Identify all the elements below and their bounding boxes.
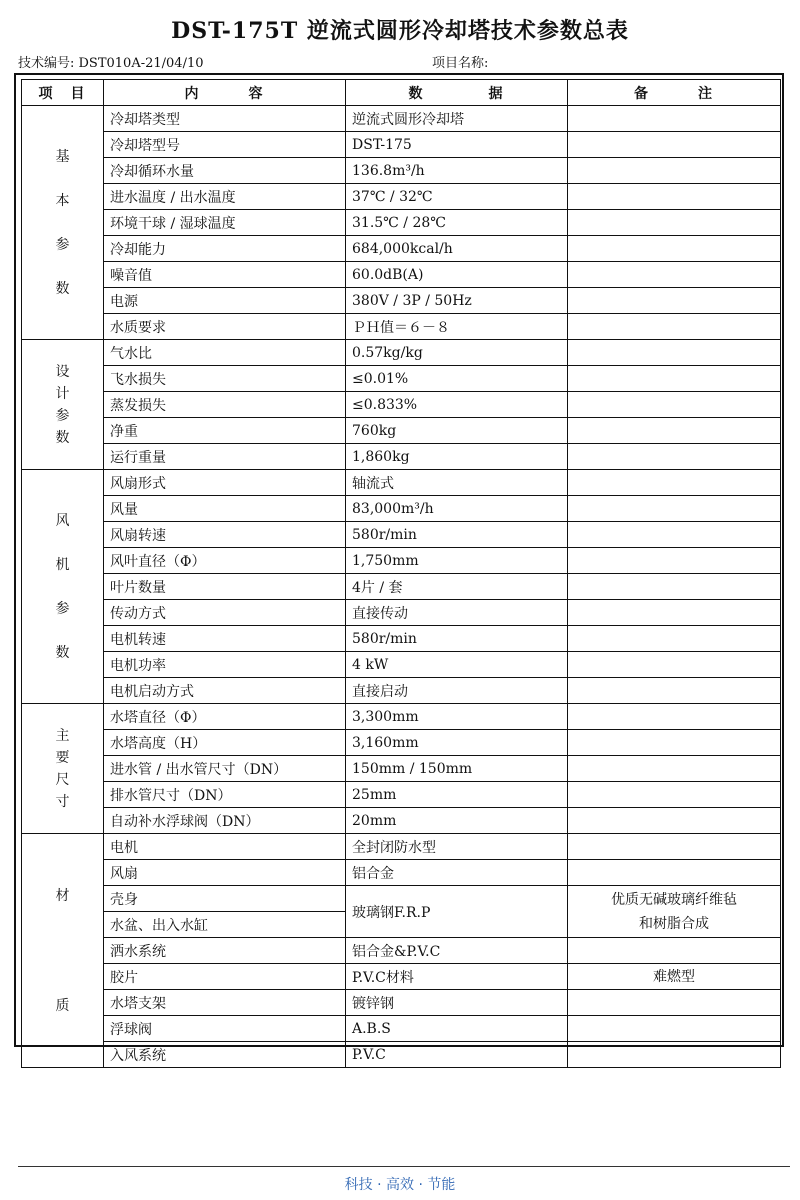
row-item: 冷却能力 xyxy=(104,236,346,262)
row-note xyxy=(568,1016,781,1042)
row-note xyxy=(568,184,781,210)
table-row xyxy=(22,834,781,860)
row-item: 冷却循环水量 xyxy=(104,158,346,184)
group-basic-params: 基 本 参 数 xyxy=(22,106,104,340)
row-value: 380V / 3P / 50Hz xyxy=(346,288,568,314)
row-value: P.V.C xyxy=(346,1042,568,1068)
table-row xyxy=(22,314,781,340)
row-note xyxy=(568,1042,781,1068)
row-item: 电机 xyxy=(104,834,346,860)
row-value: 580r/min xyxy=(346,626,568,652)
project-name-label: 项目名称: xyxy=(432,56,489,71)
row-value: 760kg xyxy=(346,418,568,444)
row-value: 20mm xyxy=(346,808,568,834)
row-value: ＰＨ值＝６－８ xyxy=(346,314,568,340)
row-value: P.V.C材料 xyxy=(346,964,568,990)
row-note xyxy=(568,808,781,834)
row-note xyxy=(568,210,781,236)
row-note xyxy=(568,990,781,1016)
document-title: DST-175T 逆流式圆形冷却塔技术参数总表 xyxy=(171,18,629,44)
row-note xyxy=(568,782,781,808)
row-value: 铝合金 xyxy=(346,860,568,886)
row-note xyxy=(568,340,781,366)
row-note xyxy=(568,834,781,860)
row-value: 4片 / 套 xyxy=(346,574,568,600)
group-design-params: 设 计 参 数 xyxy=(22,340,104,470)
row-note xyxy=(568,730,781,756)
table-row xyxy=(22,678,781,704)
table-row xyxy=(22,548,781,574)
row-value: 31.5℃ / 28℃ xyxy=(346,210,568,236)
row-value: 60.0dB(A) xyxy=(346,262,568,288)
table-row xyxy=(22,938,781,964)
row-value: 玻璃钢F.R.P xyxy=(346,886,568,938)
row-note xyxy=(568,470,781,496)
row-value: ≤0.833% xyxy=(346,392,568,418)
header-item: 项 目 xyxy=(22,80,104,106)
row-item: 噪音值 xyxy=(104,262,346,288)
table-row xyxy=(22,626,781,652)
row-item: 水塔高度（H） xyxy=(104,730,346,756)
table-row xyxy=(22,262,781,288)
row-value: 25mm xyxy=(346,782,568,808)
row-item: 胶片 xyxy=(104,964,346,990)
row-note xyxy=(568,756,781,782)
row-value: 136.8m³/h xyxy=(346,158,568,184)
row-note xyxy=(568,600,781,626)
tech-number: 技术编号: DST010A-21/04/10 xyxy=(18,56,204,71)
row-value: 1,750mm xyxy=(346,548,568,574)
table-row xyxy=(22,236,781,262)
table-row xyxy=(22,106,781,132)
row-note xyxy=(568,132,781,158)
row-item: 运行重量 xyxy=(104,444,346,470)
row-note xyxy=(568,496,781,522)
row-value: 150mm / 150mm xyxy=(346,756,568,782)
row-note xyxy=(568,392,781,418)
table-row xyxy=(22,860,781,886)
row-value: 镀锌钢 xyxy=(346,990,568,1016)
table-row xyxy=(22,1042,781,1068)
row-item: 电机功率 xyxy=(104,652,346,678)
group-main-dimensions: 主 要 尺 寸 xyxy=(22,704,104,834)
row-item: 传动方式 xyxy=(104,600,346,626)
row-value: 4 kW xyxy=(346,652,568,678)
table-row xyxy=(22,496,781,522)
row-note xyxy=(568,548,781,574)
row-value: 684,000kcal/h xyxy=(346,236,568,262)
group-fan-params: 风 机 参 数 xyxy=(22,470,104,704)
row-item: 壳身 xyxy=(104,886,346,912)
row-item: 水盆、出入水缸 xyxy=(104,912,346,938)
table-row xyxy=(22,158,781,184)
footer-slogan: 科技 · 高效 · 节能 xyxy=(344,1177,456,1193)
table-row xyxy=(22,756,781,782)
header-remarks: 备 注 xyxy=(568,80,781,106)
table-row xyxy=(22,574,781,600)
row-item: 风量 xyxy=(104,496,346,522)
row-item: 浮球阀 xyxy=(104,1016,346,1042)
row-value: 逆流式圆形冷却塔 xyxy=(346,106,568,132)
row-item: 水塔直径（Φ） xyxy=(104,704,346,730)
row-value: 580r/min xyxy=(346,522,568,548)
row-item: 排水管尺寸（DN） xyxy=(104,782,346,808)
row-item: 风扇 xyxy=(104,860,346,886)
row-item: 环境干球 / 湿球温度 xyxy=(104,210,346,236)
table-row xyxy=(22,730,781,756)
row-note xyxy=(568,262,781,288)
row-item: 飞水损失 xyxy=(104,366,346,392)
row-item: 电源 xyxy=(104,288,346,314)
table-row xyxy=(22,210,781,236)
row-value: 3,160mm xyxy=(346,730,568,756)
table-row xyxy=(22,808,781,834)
row-note xyxy=(568,236,781,262)
row-note xyxy=(568,522,781,548)
table-row xyxy=(22,600,781,626)
row-note xyxy=(568,288,781,314)
table-row xyxy=(22,652,781,678)
row-item: 叶片数量 xyxy=(104,574,346,600)
table-row xyxy=(22,782,781,808)
table-row xyxy=(22,704,781,730)
table-row xyxy=(22,444,781,470)
row-note xyxy=(568,444,781,470)
row-item: 风叶直径（Φ） xyxy=(104,548,346,574)
row-note xyxy=(568,314,781,340)
row-item: 洒水系统 xyxy=(104,938,346,964)
row-note xyxy=(568,704,781,730)
header-content: 内 容 xyxy=(104,80,346,106)
row-item: 电机启动方式 xyxy=(104,678,346,704)
row-item: 净重 xyxy=(104,418,346,444)
row-note xyxy=(568,158,781,184)
row-value: A.B.S xyxy=(346,1016,568,1042)
row-item: 进水温度 / 出水温度 xyxy=(104,184,346,210)
row-note-fiberglass: 优质无碱玻璃纤维毡 和树脂合成 xyxy=(568,886,781,938)
row-item: 风扇转速 xyxy=(104,522,346,548)
row-item: 冷却塔类型 xyxy=(104,106,346,132)
row-note xyxy=(568,574,781,600)
table-row xyxy=(22,522,781,548)
row-item: 冷却塔型号 xyxy=(104,132,346,158)
row-item: 水塔支架 xyxy=(104,990,346,1016)
spec-table xyxy=(21,79,781,1068)
row-item: 电机转速 xyxy=(104,626,346,652)
row-value: 83,000m³/h xyxy=(346,496,568,522)
row-item: 入风系统 xyxy=(104,1042,346,1068)
row-item: 自动补水浮球阀（DN） xyxy=(104,808,346,834)
footer-divider xyxy=(18,1166,790,1167)
row-value: DST-175 xyxy=(346,132,568,158)
row-value: ≤0.01% xyxy=(346,366,568,392)
row-value: 直接传动 xyxy=(346,600,568,626)
row-value: 1,860kg xyxy=(346,444,568,470)
row-note xyxy=(568,938,781,964)
table-row xyxy=(22,366,781,392)
header-data: 数 据 xyxy=(346,80,568,106)
table-row xyxy=(22,184,781,210)
row-note xyxy=(568,366,781,392)
row-item: 水质要求 xyxy=(104,314,346,340)
table-row xyxy=(22,288,781,314)
table-row xyxy=(22,470,781,496)
table-row xyxy=(22,990,781,1016)
table-row xyxy=(22,964,781,990)
row-note xyxy=(568,418,781,444)
row-value: 全封闭防水型 xyxy=(346,834,568,860)
row-value: 直接启动 xyxy=(346,678,568,704)
table-row xyxy=(22,886,781,912)
row-note xyxy=(568,860,781,886)
row-note xyxy=(568,626,781,652)
row-note xyxy=(568,652,781,678)
row-item: 进水管 / 出水管尺寸（DN） xyxy=(104,756,346,782)
row-value: 铝合金&P.V.C xyxy=(346,938,568,964)
row-item: 气水比 xyxy=(104,340,346,366)
row-item: 风扇形式 xyxy=(104,470,346,496)
row-note xyxy=(568,106,781,132)
row-item: 蒸发损失 xyxy=(104,392,346,418)
row-note xyxy=(568,678,781,704)
row-value: 3,300mm xyxy=(346,704,568,730)
table-row xyxy=(22,392,781,418)
table-row xyxy=(22,340,781,366)
table-row xyxy=(22,1016,781,1042)
table-row xyxy=(22,418,781,444)
row-value: 0.57kg/kg xyxy=(346,340,568,366)
row-note-flame-retardant: 难燃型 xyxy=(568,964,781,990)
group-materials: 材 质 xyxy=(22,834,104,1068)
row-value: 37℃ / 32℃ xyxy=(346,184,568,210)
table-row xyxy=(22,132,781,158)
table-header-row xyxy=(22,80,781,106)
row-value: 轴流式 xyxy=(346,470,568,496)
